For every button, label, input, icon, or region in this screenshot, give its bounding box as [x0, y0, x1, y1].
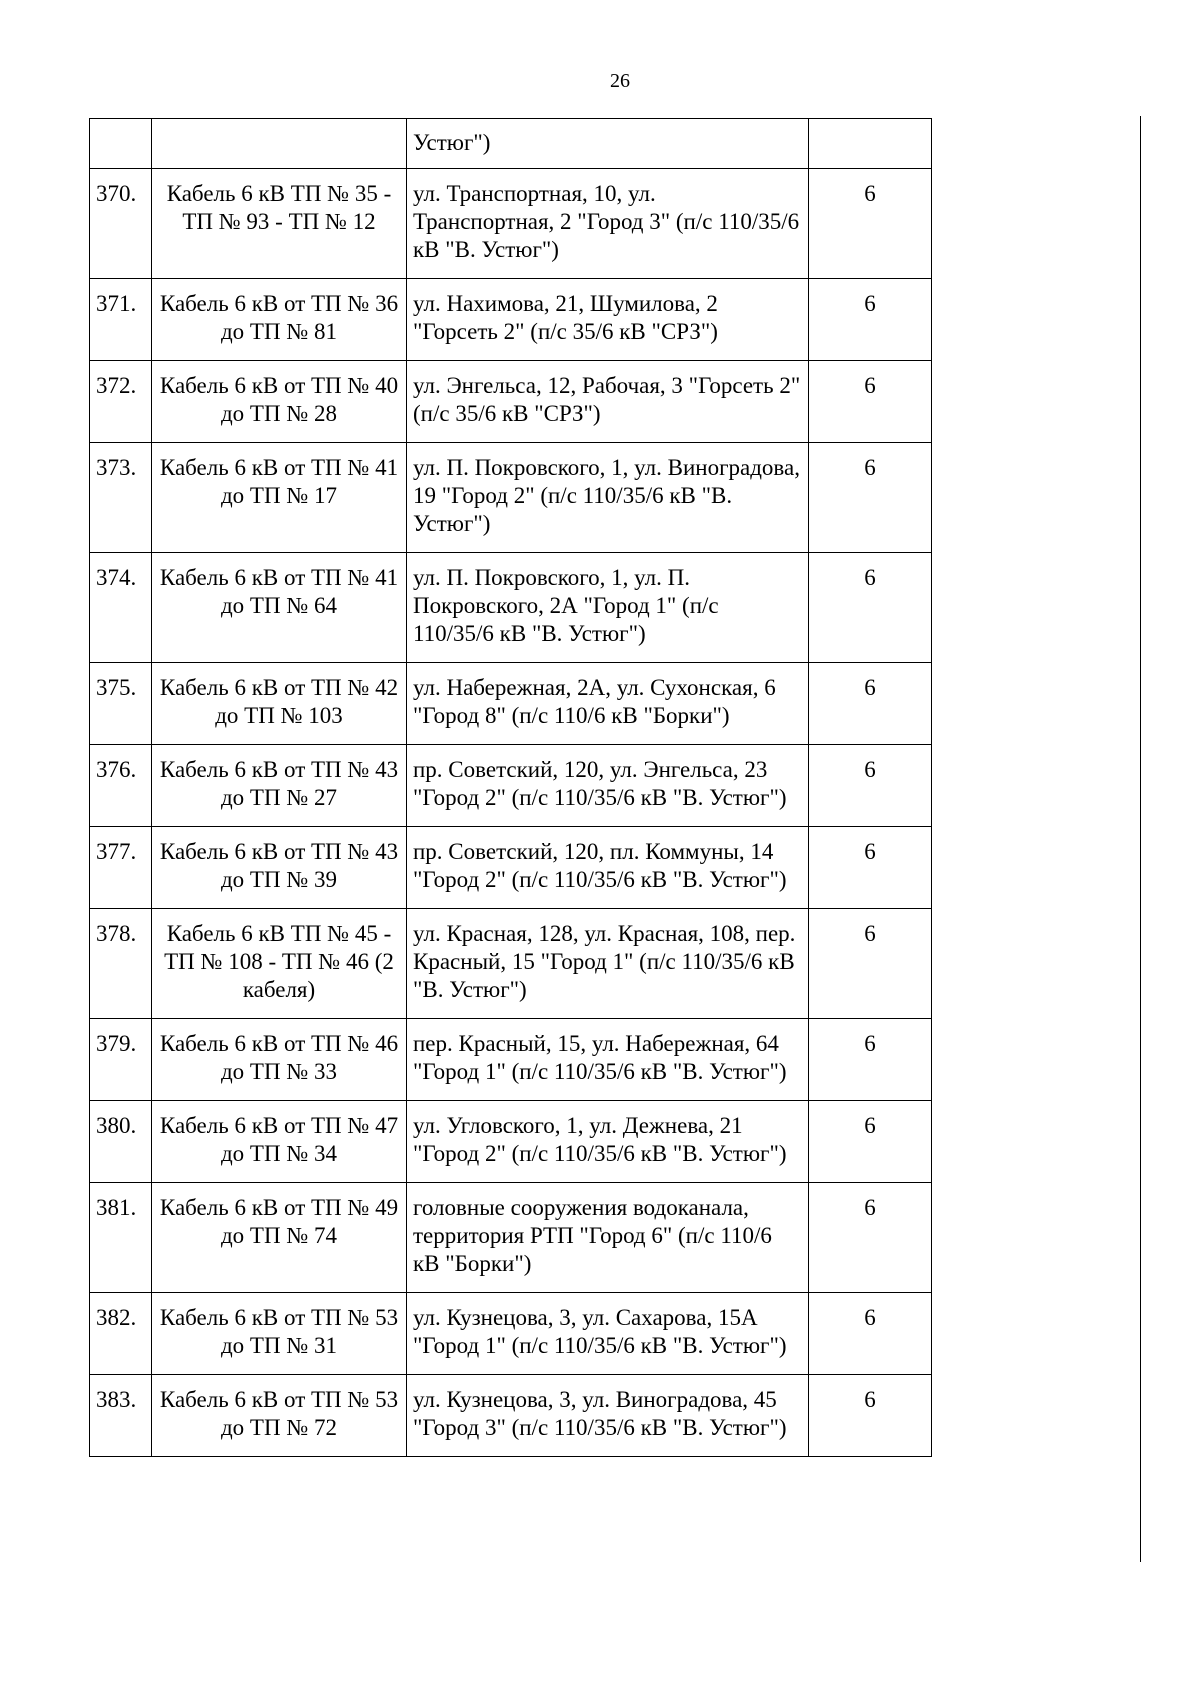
row-number-cell: 372. — [90, 361, 152, 443]
cable-name-cell: Кабель 6 кВ от ТП № 36 до ТП № 81 — [152, 279, 407, 361]
table-row — [90, 1183, 932, 1293]
row-number-cell: 380. — [90, 1101, 152, 1183]
voltage-cell: 6 — [809, 1101, 932, 1183]
address-cell: ул. Кузнецова, 3, ул. Виноградова, 45 "Город 3" (п/с 110/35/6 кВ "В. Устюг") — [407, 1375, 809, 1457]
address-cell: ул. Кузнецова, 3, ул. Сахарова, 15А "Город 1" (п/с 110/35/6 кВ "В. Устюг") — [407, 1293, 809, 1375]
row-number-cell: 383. — [90, 1375, 152, 1457]
voltage-cell: 6 — [809, 745, 932, 827]
row-number-cell: 379. — [90, 1019, 152, 1101]
table-row — [90, 1375, 932, 1457]
table-row — [90, 553, 932, 663]
table-row — [90, 1293, 932, 1375]
table-body — [90, 119, 932, 1457]
cable-name-cell: Кабель 6 кВ от ТП № 40 до ТП № 28 — [152, 361, 407, 443]
table-row — [90, 663, 932, 745]
margin-rule — [1140, 116, 1141, 1562]
row-number-cell: 374. — [90, 553, 152, 663]
address-cell: пр. Советский, 120, пл. Коммуны, 14 "Город 2" (п/с 110/35/6 кВ "В. Устюг") — [407, 827, 809, 909]
address-cell: пр. Советский, 120, ул. Энгельса, 23 "Город 2" (п/с 110/35/6 кВ "В. Устюг") — [407, 745, 809, 827]
row-number-cell: 382. — [90, 1293, 152, 1375]
voltage-cell: 6 — [809, 1293, 932, 1375]
row-number-cell: 373. — [90, 443, 152, 553]
voltage-cell: 6 — [809, 279, 932, 361]
address-cell: ул. П. Покровского, 1, ул. П. Покровского, 2А "Город 1" (п/с 110/35/6 кВ "В. Устюг") — [407, 553, 809, 663]
address-cell: ул. Угловского, 1, ул. Дежнева, 21 "Город 2" (п/с 110/35/6 кВ "В. Устюг") — [407, 1101, 809, 1183]
address-cell: ул. Транспортная, 10, ул. Транспортная, 2 "Город 3" (п/с 110/35/6 кВ "В. Устюг") — [407, 169, 809, 279]
row-number-cell: 371. — [90, 279, 152, 361]
voltage-cell: 6 — [809, 169, 932, 279]
cable-name-cell: Кабель 6 кВ ТП № 45 - ТП № 108 - ТП № 46 (2 кабеля) — [152, 909, 407, 1019]
address-cell: пер. Красный, 15, ул. Набережная, 64 "Город 1" (п/с 110/35/6 кВ "В. Устюг") — [407, 1019, 809, 1101]
cable-name-cell: Кабель 6 кВ ТП № 35 - ТП № 93 - ТП № 12 — [152, 169, 407, 279]
table-row — [90, 745, 932, 827]
cable-name-cell: Кабель 6 кВ от ТП № 42 до ТП № 103 — [152, 663, 407, 745]
address-cell: ул. Нахимова, 21, Шумилова, 2 "Горсеть 2" (п/с 35/6 кВ "СРЗ") — [407, 279, 809, 361]
page-number: 26 — [610, 70, 630, 92]
cable-name-cell: Кабель 6 кВ от ТП № 49 до ТП № 74 — [152, 1183, 407, 1293]
cable-name-cell: Кабель 6 кВ от ТП № 41 до ТП № 64 — [152, 553, 407, 663]
row-number-cell: 375. — [90, 663, 152, 745]
table-row — [90, 827, 932, 909]
cable-name-cell: Кабель 6 кВ от ТП № 46 до ТП № 33 — [152, 1019, 407, 1101]
voltage-cell: 6 — [809, 553, 932, 663]
table-row — [90, 909, 932, 1019]
voltage-cell: 6 — [809, 1019, 932, 1101]
cable-name-cell: Кабель 6 кВ от ТП № 41 до ТП № 17 — [152, 443, 407, 553]
row-number-cell — [90, 119, 152, 169]
address-cell: ул. Красная, 128, ул. Красная, 108, пер. Красный, 15 "Город 1" (п/с 110/35/6 кВ "В. Устюг") — [407, 909, 809, 1019]
row-number-cell: 376. — [90, 745, 152, 827]
cable-name-cell: Кабель 6 кВ от ТП № 43 до ТП № 27 — [152, 745, 407, 827]
row-number-cell: 381. — [90, 1183, 152, 1293]
row-number-cell: 378. — [90, 909, 152, 1019]
table-row-continued — [90, 119, 932, 169]
cable-name-cell: Кабель 6 кВ от ТП № 47 до ТП № 34 — [152, 1101, 407, 1183]
voltage-cell: 6 — [809, 443, 932, 553]
address-cell: ул. Набережная, 2А, ул. Сухонская, 6 "Город 8" (п/с 110/6 кВ "Борки") — [407, 663, 809, 745]
cable-name-cell: Кабель 6 кВ от ТП № 53 до ТП № 72 — [152, 1375, 407, 1457]
cable-name-cell — [152, 119, 407, 169]
table-row — [90, 169, 932, 279]
voltage-cell — [809, 119, 932, 169]
table-row — [90, 361, 932, 443]
table-row — [90, 443, 932, 553]
voltage-cell: 6 — [809, 1183, 932, 1293]
voltage-cell: 6 — [809, 909, 932, 1019]
address-cell: ул. Энгельса, 12, Рабочая, 3 "Горсеть 2" (п/с 35/6 кВ "СРЗ") — [407, 361, 809, 443]
voltage-cell: 6 — [809, 827, 932, 909]
address-cell: Устюг") — [407, 119, 809, 169]
table-row — [90, 1101, 932, 1183]
voltage-cell: 6 — [809, 1375, 932, 1457]
cable-name-cell: Кабель 6 кВ от ТП № 53 до ТП № 31 — [152, 1293, 407, 1375]
address-cell: головные сооружения водоканала, территория РТП "Город 6" (п/с 110/6 кВ "Борки") — [407, 1183, 809, 1293]
table-row — [90, 1019, 932, 1101]
table-row — [90, 279, 932, 361]
voltage-cell: 6 — [809, 663, 932, 745]
voltage-cell: 6 — [809, 361, 932, 443]
cable-registry-table — [89, 118, 932, 1457]
address-cell: ул. П. Покровского, 1, ул. Виноградова, 19 "Город 2" (п/с 110/35/6 кВ "В. Устюг") — [407, 443, 809, 553]
row-number-cell: 377. — [90, 827, 152, 909]
cable-name-cell: Кабель 6 кВ от ТП № 43 до ТП № 39 — [152, 827, 407, 909]
row-number-cell: 370. — [90, 169, 152, 279]
